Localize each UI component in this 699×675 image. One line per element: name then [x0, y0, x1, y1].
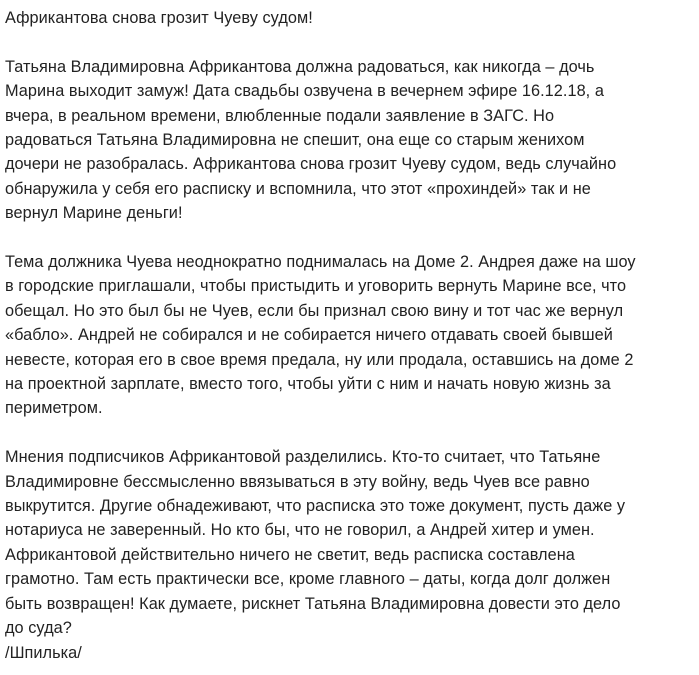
paragraph-1-line: обнаружила у себя его расписку и вспомнила, что этот «прохиндей» так и не [5, 179, 591, 198]
paragraph-3-line: Мнения подписчиков Африкантовой разделились. Кто-то считает, что Татьяне [5, 448, 601, 467]
signature-text: /Шпилька/ [5, 643, 82, 662]
paragraph-2-line: периметром. [5, 399, 103, 418]
spacer [5, 30, 691, 54]
paragraph-2-line: обещал. Но это был бы не Чуев, если бы признал свою вину и тот час же вернул [5, 301, 624, 320]
paragraph-1-line: Татьяна Владимировна Африкантова должна радоваться, как никогда – дочь [5, 57, 595, 76]
paragraph-2-line: на проектной зарплате, вместо того, чтобы уйти с ним и начать новую жизнь за [5, 375, 611, 394]
paragraph-3-line: грамотно. Там есть практически все, кроме главного – даты, когда долг должен [5, 570, 611, 589]
spacer [5, 226, 691, 250]
paragraph-2-line: Тема должника Чуева неоднократно поднималась на Доме 2. Андрея даже на шоу [5, 253, 636, 272]
spacer [5, 421, 691, 445]
paragraph-1 [5, 55, 691, 226]
paragraph-1-line: радоваться Татьяна Владимировна не спешит, она еще со старым женихом [5, 131, 585, 150]
paragraph-3 [5, 445, 691, 640]
paragraph-2-line: «бабло». Андрей не собирался и не собирается ничего отдавать своей бывшей [5, 326, 613, 345]
paragraph-3-line: нотариуса не заверенный. Но кто бы, что не говорил, а Андрей хитер и умен. [5, 521, 595, 540]
paragraph-2-line: в городские приглашали, чтобы пристыдить и уговорить вернуть Марине все, что [5, 277, 627, 296]
paragraph-1-line: Марина выходит замуж! Дата свадьбы озвучена в вечернем эфире 16.12.18, а [5, 82, 604, 101]
paragraph-3-line: до суда? [5, 619, 72, 638]
paragraph-1-line: дочери не разобралась. Африкантова снова грозит Чуеву судом, ведь случайно [5, 155, 617, 174]
paragraph-3-line: быть возвращен! Как думаете, рискнет Татьяна Владимировна довести это дело [5, 594, 621, 613]
paragraph-3-line: выкрутится. Другие обнадеживают, что расписка это тоже документ, пусть даже у [5, 497, 626, 516]
paragraph-2-line: невесте, которая его в свое время предала, ну или продала, оставшись на доме 2 [5, 350, 634, 369]
paragraph-1-line: вчера, в реальном времени, влюбленные подали заявление в ЗАГС. Но [5, 106, 555, 125]
paragraph-2 [5, 250, 691, 421]
paragraph-3-line: Владимировне бессмысленно ввязываться в эту войну, ведь Чуев все равно [5, 472, 590, 491]
article-title: Африкантова снова грозит Чуеву судом! [5, 9, 313, 27]
paragraph-1-line: вернул Марине деньги! [5, 204, 183, 223]
signature [5, 641, 691, 665]
paragraph-3-line: Африкантовой действительно ничего не светит, ведь расписка составлена [5, 545, 575, 564]
